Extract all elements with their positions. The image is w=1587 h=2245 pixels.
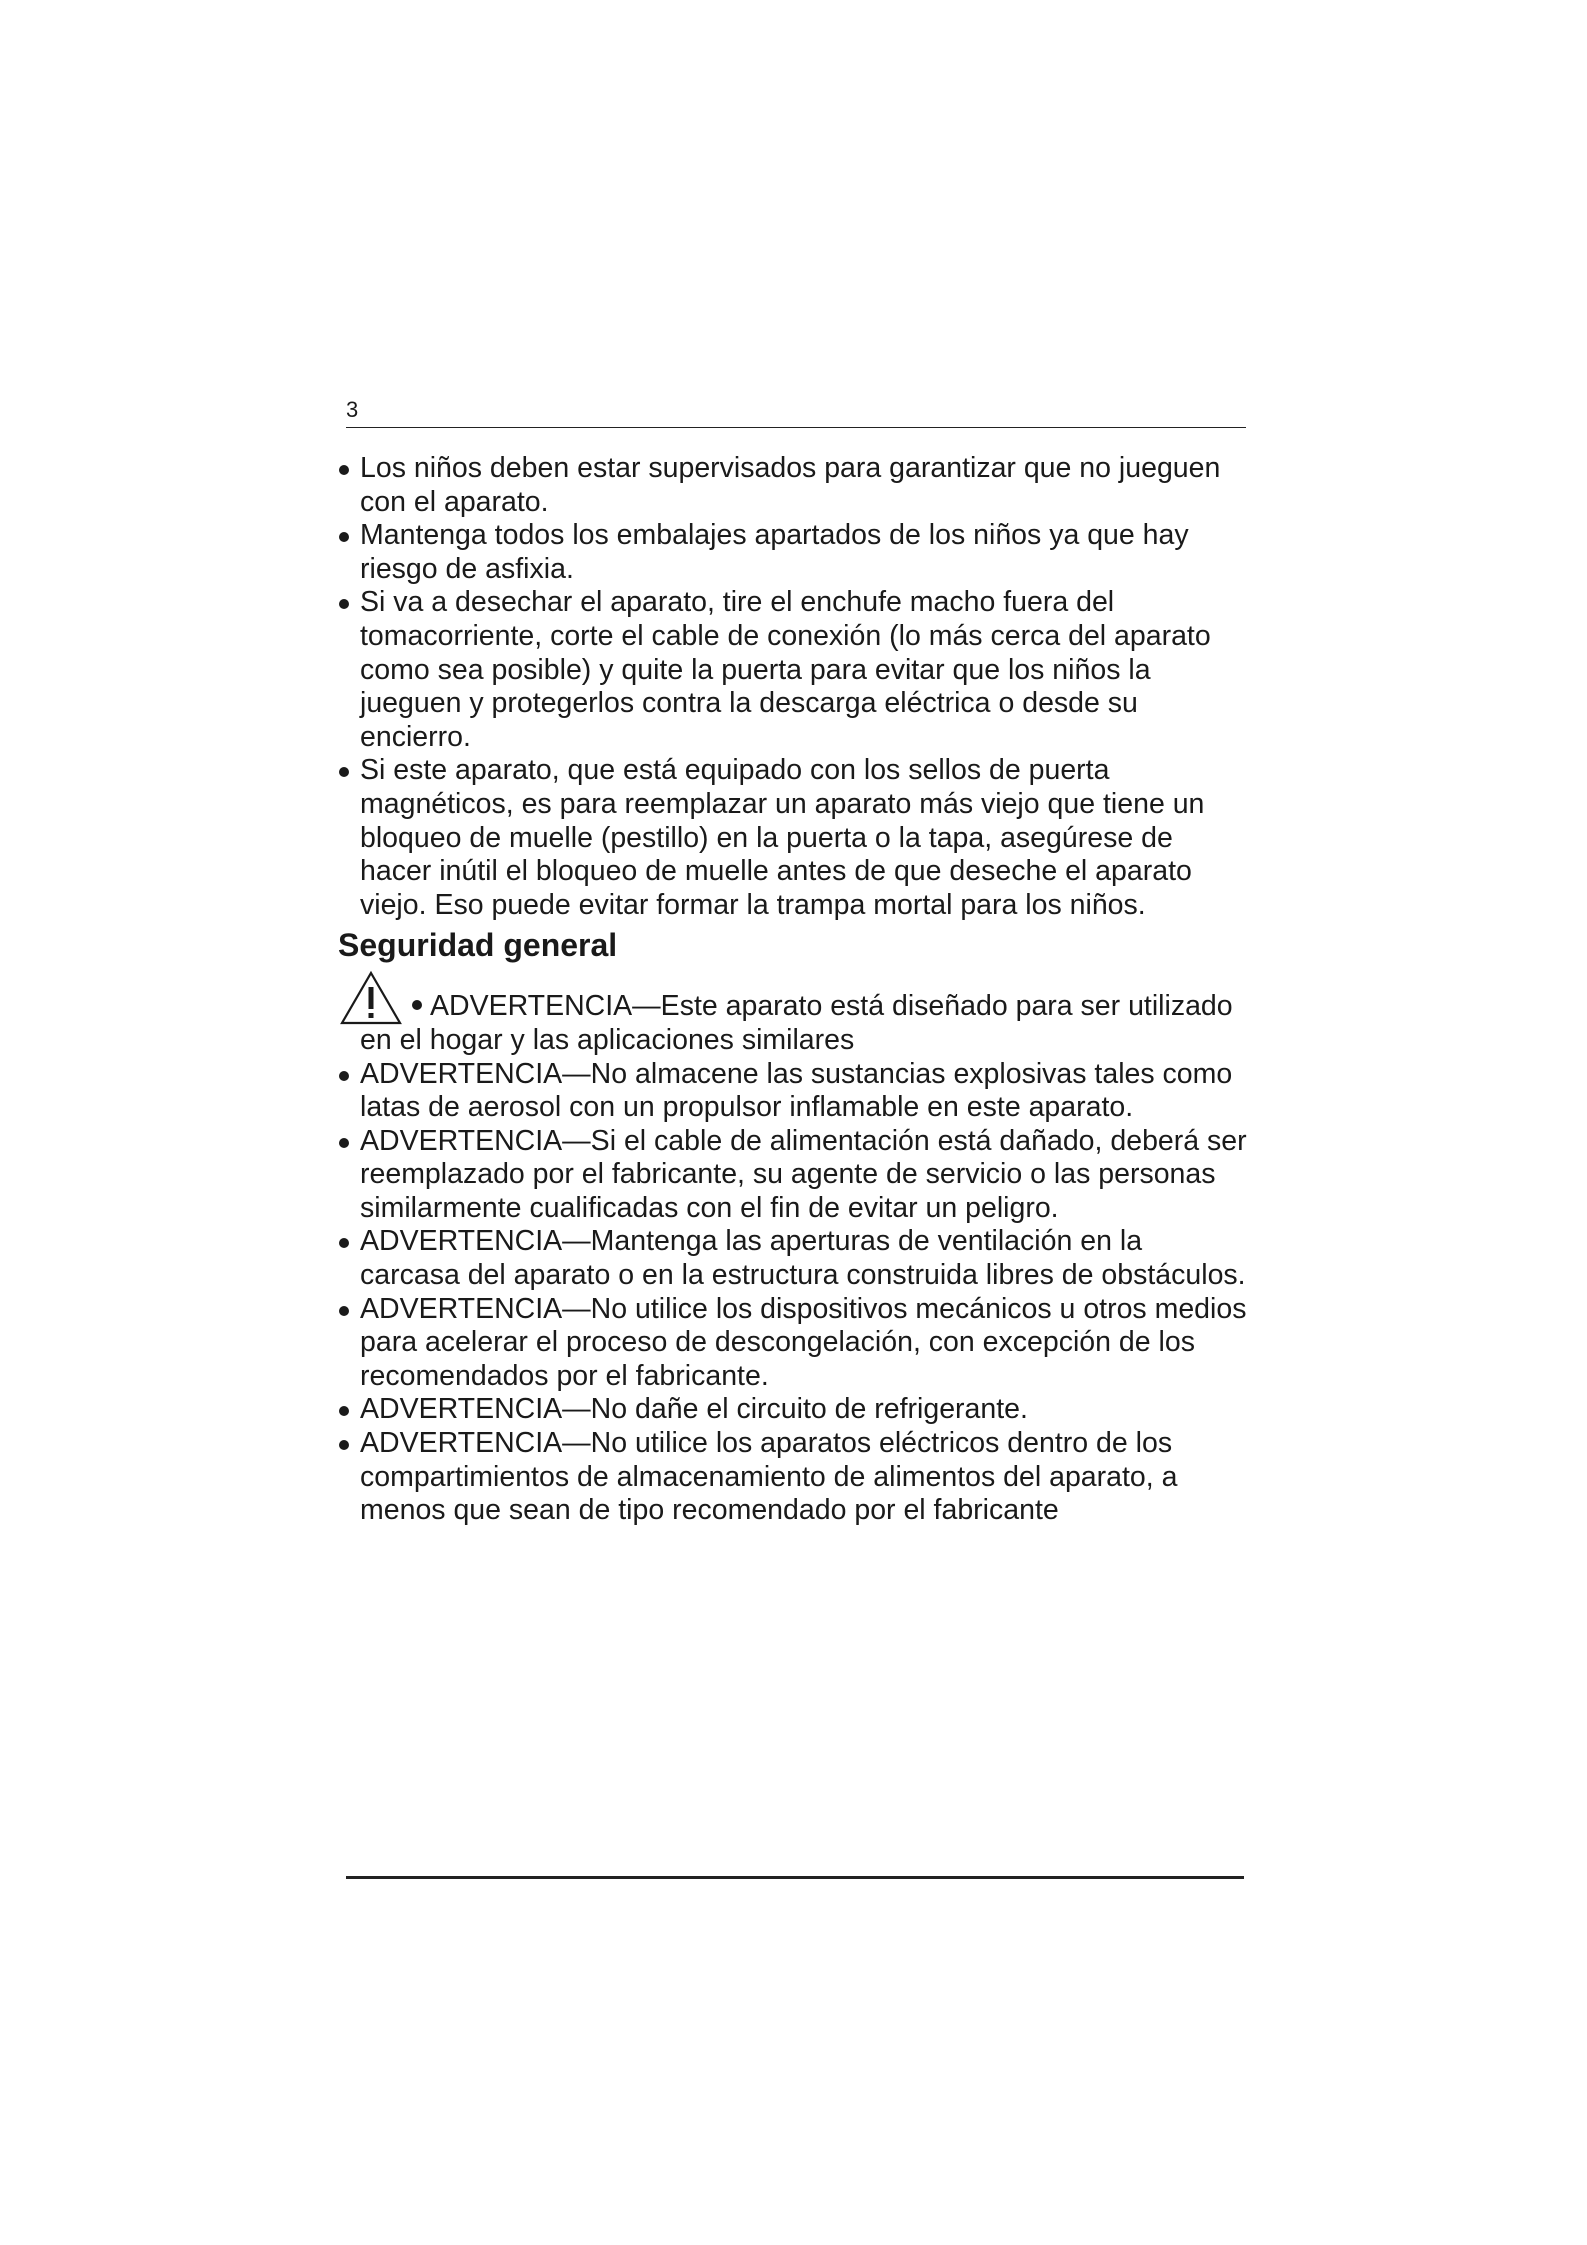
list-item [338, 1293, 1248, 1394]
bullet-icon [339, 767, 349, 777]
header-divider [346, 427, 1246, 428]
list-item-text: Si este aparato, que está equipado con los sellos de puerta magnéticos, es para reemplazar un aparato más viejo que tiene un bloqueo de muelle (pestillo) en la puerta o la tapa, asegúrese de hacer inútil el bloqueo de muelle antes de que deseche el aparato viejo. Eso puede evitar formar la trampa mortal para los niños. [360, 754, 1205, 921]
page-number: 3 [346, 397, 359, 422]
list-item-text: Mantenga todos los embalajes apartados de los niños ya que hay riesgo de asfixia. [360, 519, 1189, 585]
bullet-icon [339, 532, 349, 542]
list-item-text: Si va a desechar el aparato, tire el enchufe macho fuera del tomacorriente, corte el cable de conexión (lo más cerca del aparato como sea posible) y quite la puerta para evitar que los niños la jueguen y protegerlos contra la descarga eléctrica o desde su encierro. [360, 586, 1211, 753]
list-item [338, 1058, 1248, 1125]
list-item-text: ADVERTENCIA—Mantenga las aperturas de ventilación en la carcasa del aparato o en la estructura construida libres de obstáculos. [360, 1225, 1246, 1292]
warning-triangle-icon [339, 970, 403, 1026]
children-safety-list [338, 452, 1248, 922]
bullet-icon [339, 1071, 349, 1081]
list-item [338, 1393, 1248, 1427]
bullet-icon [339, 1440, 349, 1450]
list-item [338, 586, 1248, 754]
list-item [338, 1125, 1248, 1226]
bullet-icon [339, 1406, 349, 1416]
first-warning-text: ADVERTENCIA—Este aparato está diseñado para ser utilizado en el hogar y las aplicaciones similares [360, 990, 1233, 1056]
bullet-icon [339, 1306, 349, 1316]
list-item [338, 1225, 1248, 1292]
list-item-text: ADVERTENCIA—No dañe el circuito de refrigerante. [360, 1393, 1028, 1426]
list-item-text: ADVERTENCIA—No utilice los aparatos eléctricos dentro de los compartimientos de almacenamiento de alimentos del aparato, a menos que sean de tipo recomendado por el fabricante [360, 1427, 1178, 1527]
footer-divider [346, 1876, 1244, 1879]
list-item [338, 754, 1248, 922]
warning-text-block [338, 970, 1248, 1057]
list-item-text: ADVERTENCIA—No utilice los dispositivos mecánicos u otros medios para acelerar el proceso de descongelación, con excepción de los recomendados por el fabricante. [360, 1292, 1247, 1392]
page-content [338, 452, 1248, 1528]
section-heading: Seguridad general [338, 927, 618, 964]
list-item [338, 1427, 1248, 1528]
first-warning [338, 970, 1248, 1057]
bullet-icon [412, 1000, 422, 1010]
list-item [338, 519, 1248, 586]
list-item-text: ADVERTENCIA—Si el cable de alimentación está dañado, deberá ser reemplazado por el fabricante, su agente de servicio o las personas similarmente cualificadas con el fin de evitar un peligro. [360, 1124, 1247, 1224]
list-item-text: Los niños deben estar supervisados para garantizar que no jueguen con el aparato. [360, 452, 1221, 518]
bullet-icon [339, 465, 349, 475]
bullet-icon [339, 599, 349, 609]
list-item [338, 452, 1248, 519]
bullet-icon [339, 1238, 349, 1248]
bullet-icon [339, 1138, 349, 1148]
list-item-text: ADVERTENCIA—No almacene las sustancias explosivas tales como latas de aerosol con un propulsor inflamable en este aparato. [360, 1057, 1233, 1124]
warnings-list [338, 1058, 1248, 1528]
